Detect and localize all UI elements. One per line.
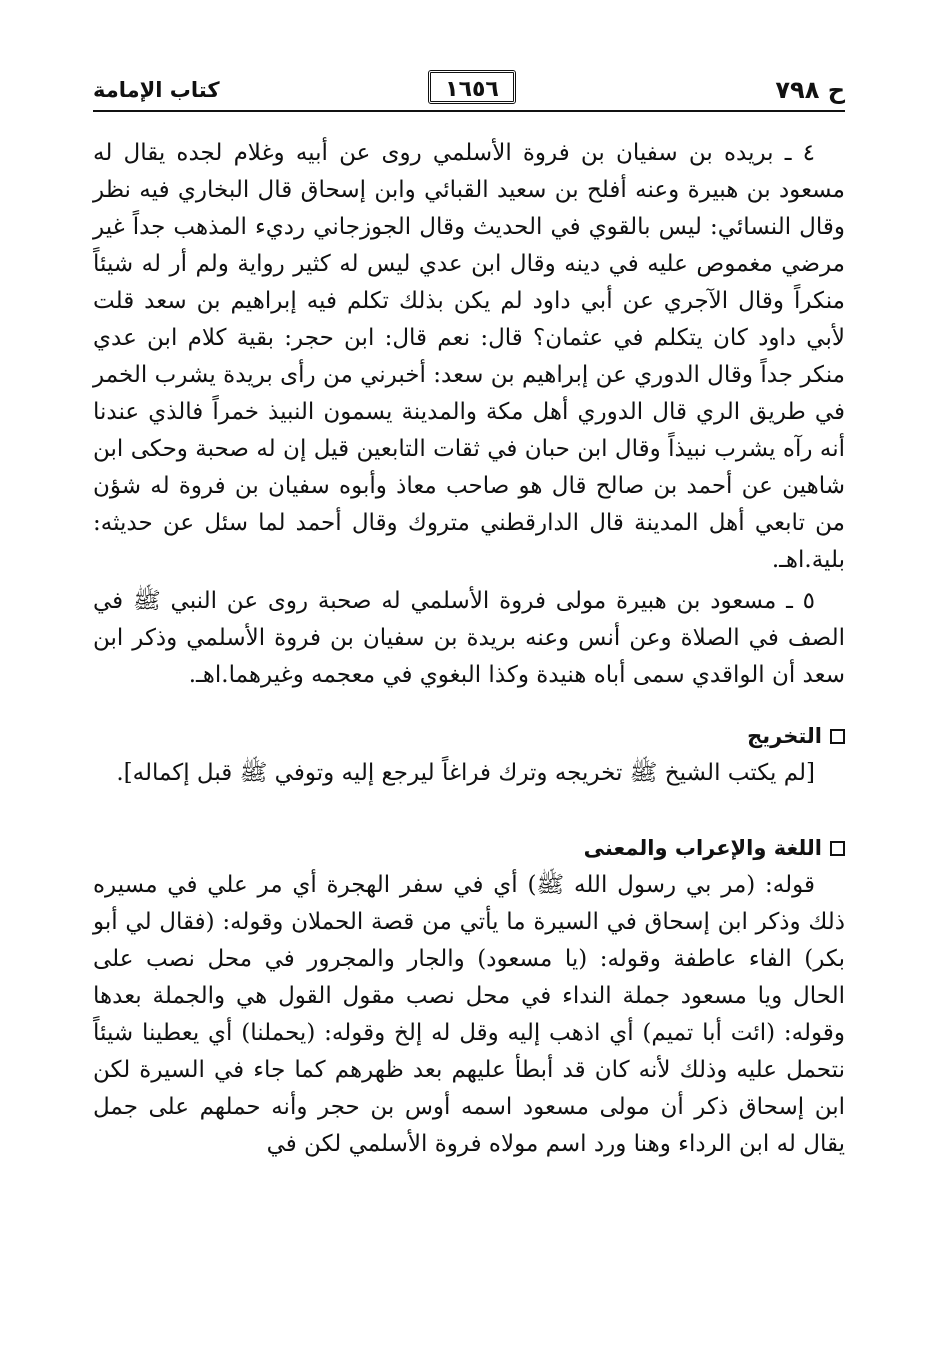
section-spacer	[93, 792, 845, 806]
page-number: ١٦٥٦	[428, 70, 516, 104]
page-body	[93, 135, 845, 1163]
lugha-text: قوله: (مر بي رسول الله ﷺ) أي في سفر الهجرة أي مر علي في مسيره ذلك وذكر ابن إسحاق في السيرة ما يأتي من قصة الحملان وقوله: (فقال لي أبو بكر) الفاء عاطفة وقوله: (يا مسعود) والجار والمجرور في محل نصب على الحال ويا مسعود جملة النداء في محل نصب مقول القول هي والجملة بعدها وقوله: (ائت أبا تميم) أي اذهب إليه وقل له إلخ وقوله: (يحملنا) أي يعطينا شيئاً نتحمل عليه وذلك لأنه كان قد أبطأ عليهم بعد ظهرهم كما جاء في السيرة لكن ابن إسحاق ذكر أن مولى مسعود اسمه أوس بن حجر وأنه حملهم على جمل يقال له ابن الرداء وهنا ورد اسم مولاه فروة الأسلمي لكن في	[93, 872, 845, 1157]
takhrij-heading	[93, 718, 845, 755]
book-title: كتاب الإمامة	[93, 78, 220, 102]
square-bullet-icon	[830, 729, 845, 744]
page-header	[93, 70, 845, 110]
takhrij-note: [لم يكتب الشيخ ﷺ تخريجه وترك فراغاً ليرجع إليه وتوفي ﷺ قبل إكماله].	[116, 760, 815, 786]
header-divider	[93, 110, 845, 112]
lugha-heading	[93, 830, 845, 867]
square-bullet-icon	[830, 841, 845, 856]
hadith-reference: ح ٧٩٨	[775, 76, 845, 104]
takhrij-heading-label: التخريج	[747, 724, 822, 748]
narrator-entry-5: ٥ ـ مسعود بن هبيرة مولى فروة الأسلمي له صحبة روى عن النبي ﷺ في الصف في الصلاة وعن أنس وعنه بريدة بن سفيان بن فروة الأسلمي وذكر ابن سعد أن الواقدي سمى أباه هنيدة وكذا البغوي في معجمه وغيرهما.اهـ.	[93, 588, 845, 688]
lugha-heading-label: اللغة والإعراب والمعنى	[583, 836, 822, 860]
narrator-entry-4: ٤ ـ بريده بن سفيان بن فروة الأسلمي روى عن أبيه وغلام لجده يقال له مسعود بن هبيرة وعنه أفلح بن سعيد القبائي وابن إسحاق قال البخاري فيه نظر وقال النسائي: ليس بالقوي في الحديث وقال الجوزجاني رديء المذهب جداً غير مرضي مغموص عليه في دينه وقال ابن عدي ليس له كثير رواية ولم أر له شيئاً منكراً وقال الآجري عن أبي داود لم يكن بذلك تكلم فيه إبراهيم بن سعد قلت لأبي داود كان يتكلم في عثمان؟ قال: نعم قال: ابن حجر: بقية كلام ابن عدي منكر جداً وقال الدوري عن إبراهيم بن سعد: أخبرني من رأى بريدة يشرب الخمر في طريق الري قال الدوري أهل مكة والمدينة يسمون النبيذ خمراً فالذي عندنا أنه رآه يشرب نبيذاً وقال ابن حبان في ثقات التابعين قيل إن له صحبة وحكى ابن شاهين عن أحمد بن صالح قال هو صاحب معاذ وأبوه سفيان بن فروة له شؤن من تابعي أهل المدينة قال الدارقطني متروك وقال أحمد لما سئل عن حديثه: بلية.اهـ.	[93, 140, 845, 573]
